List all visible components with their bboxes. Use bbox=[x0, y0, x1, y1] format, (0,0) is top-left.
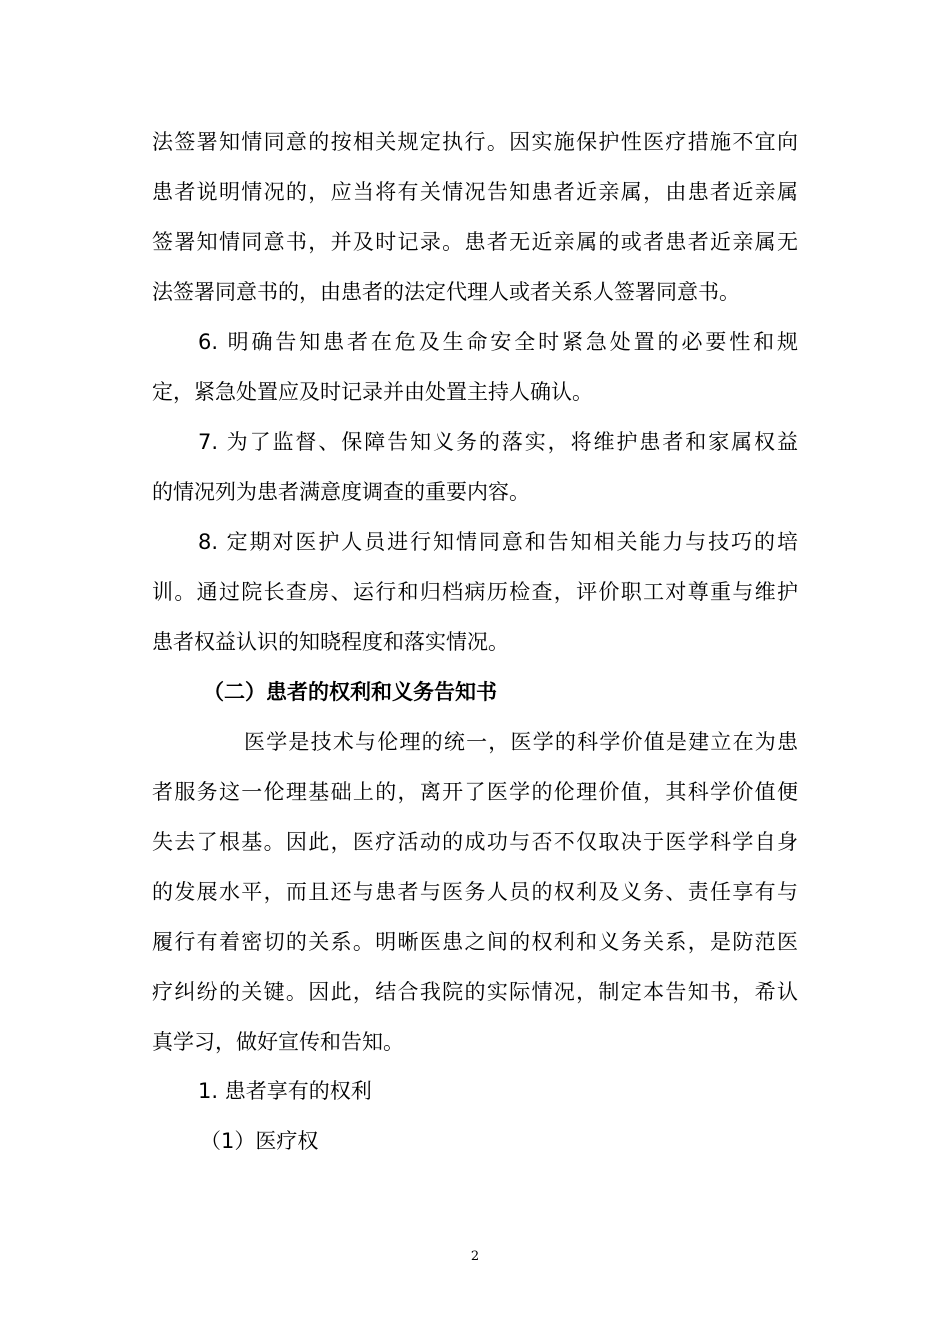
text-line: 患者说明情况的，应当将有关情况告知患者近亲属，由患者近亲属 bbox=[152, 180, 798, 204]
text-line: 签署知情同意书，并及时记录。患者无近亲属的或者患者近亲属无 bbox=[152, 230, 798, 254]
text-line: 8. 定期对医护人员进行知情同意和告知相关能力与技巧的培 bbox=[198, 530, 798, 554]
subheading-medical-rights: （1）医疗权 bbox=[200, 1129, 319, 1153]
page-number: 2 bbox=[470, 1249, 480, 1264]
text-line: 医学是技术与伦理的统一，医学的科学价值是建立在为患 bbox=[244, 730, 798, 754]
text-line: 患者权益认识的知晓程度和落实情况。 bbox=[152, 630, 509, 654]
text-line: 失去了根基。因此，医疗活动的成功与否不仅取决于医学科学自身 bbox=[152, 830, 798, 854]
text-line: 的发展水平，而且还与患者与医务人员的权利及义务、责任享有与 bbox=[152, 880, 798, 904]
text-line: 真学习，做好宣传和告知。 bbox=[152, 1030, 404, 1054]
text-line: 法签署同意书的，由患者的法定代理人或者关系人签署同意书。 bbox=[152, 280, 740, 304]
text-line: 7. 为了监督、保障告知义务的落实，将维护患者和家属权益 bbox=[198, 430, 798, 454]
text-line: 疗纠纷的关键。因此，结合我院的实际情况，制定本告知书，希认 bbox=[152, 980, 798, 1004]
text-line: 训。通过院长查房、运行和归档病历检查，评价职工对尊重与维护 bbox=[152, 580, 798, 604]
section-heading: （二）患者的权利和义务告知书 bbox=[203, 680, 497, 704]
subheading-patient-rights: 1. 患者享有的权利 bbox=[198, 1079, 372, 1103]
text-line: 法签署知情同意的按相关规定执行。因实施保护性医疗措施不宜向 bbox=[152, 130, 798, 154]
text-line: 者服务这一伦理基础上的，离开了医学的伦理价值，其科学价值便 bbox=[152, 780, 798, 804]
text-line: 的情况列为患者满意度调查的重要内容。 bbox=[152, 480, 530, 504]
text-line: 6. 明确告知患者在危及生命安全时紧急处置的必要性和规 bbox=[198, 330, 798, 354]
text-line: 履行有着密切的关系。明晰医患之间的权利和义务关系，是防范医 bbox=[152, 930, 798, 954]
text-line: 定，紧急处置应及时记录并由处置主持人确认。 bbox=[152, 380, 593, 404]
